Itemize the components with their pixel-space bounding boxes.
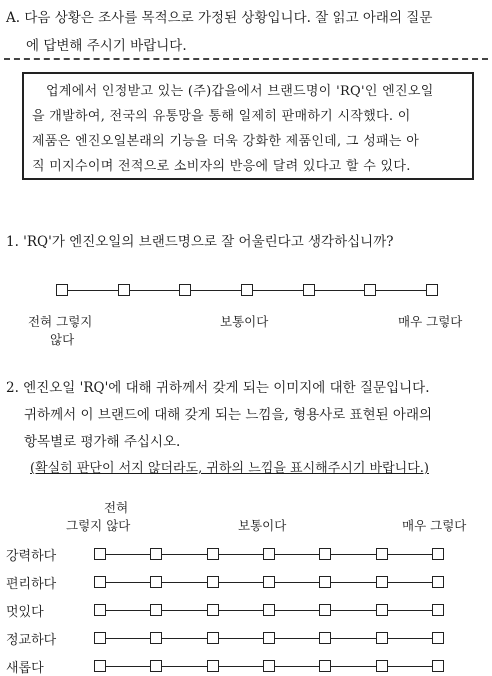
scale-checkbox[interactable] — [150, 576, 162, 588]
scenario-line: 을 개발하여, 전국의 유통망을 통해 일제히 판매하기 시작했다. 이 — [32, 109, 411, 124]
scale-checkbox[interactable] — [118, 284, 130, 296]
q2-label-mid: 보통이다 — [238, 518, 287, 533]
scale-checkbox[interactable] — [94, 576, 106, 588]
q2-item-label: 정교하다 — [6, 633, 57, 648]
scale-checkbox[interactable] — [432, 660, 444, 672]
q2-rating-scale[interactable] — [94, 632, 444, 646]
q2-rating-scale[interactable] — [94, 604, 444, 618]
scale-checkbox[interactable] — [207, 604, 219, 616]
scenario-line: 직 미지수이며 전적으로 소비자의 반응에 달려 있다고 할 수 있다. — [32, 159, 411, 174]
scale-checkbox[interactable] — [263, 632, 275, 644]
scenario-line: 업계에서 인정받고 있는 (주)갑을에서 브랜드명이 'RQ'인 엔진오일 — [46, 84, 434, 99]
section-header-line2: 에 답변해 주시기 바랍니다. — [26, 38, 187, 54]
scale-checkbox[interactable] — [241, 284, 253, 296]
scale-checkbox[interactable] — [319, 576, 331, 588]
q1-rating-scale[interactable] — [56, 284, 438, 298]
scale-checkbox[interactable] — [263, 604, 275, 616]
scale-checkbox[interactable] — [207, 548, 219, 560]
scenario-box — [22, 72, 474, 180]
q1-label-left-cont: 않다 — [50, 332, 75, 347]
scale-checkbox[interactable] — [263, 548, 275, 560]
scenario-line: 제품은 엔진오일본래의 기능을 더욱 강화한 제품인데, 그 성패는 아 — [32, 134, 420, 149]
q2-note: (확실히 판단이 서지 않더라도, 귀하의 느낌을 표시해주시기 바랍니다.) — [30, 461, 429, 476]
section-header-line1: A. 다음 상황은 조사를 목적으로 가정된 상황입니다. 잘 읽고 아래의 질문 — [6, 10, 433, 26]
scale-checkbox[interactable] — [150, 604, 162, 616]
scale-checkbox[interactable] — [376, 632, 388, 644]
scale-checkbox[interactable] — [94, 660, 106, 672]
scale-checkbox[interactable] — [432, 604, 444, 616]
scale-checkbox[interactable] — [94, 632, 106, 644]
scale-checkbox[interactable] — [150, 632, 162, 644]
scale-checkbox[interactable] — [207, 576, 219, 588]
q2-label-left: 전혀 — [104, 500, 129, 515]
q1-label-right: 매우 그렇다 — [398, 314, 463, 329]
scale-checkbox[interactable] — [376, 576, 388, 588]
scale-checkbox[interactable] — [319, 548, 331, 560]
q1-question: 1. 'RQ'가 엔진오일의 브랜드명으로 잘 어울린다고 생각하십니까? — [6, 234, 394, 250]
scale-checkbox[interactable] — [150, 548, 162, 560]
q2-item-label: 편리하다 — [6, 577, 57, 592]
q2-line3: 항목별로 평가해 주십시오. — [24, 434, 181, 450]
q2-item-label: 멋있다 — [6, 605, 44, 620]
q2-rating-scale[interactable] — [94, 548, 444, 562]
scale-checkbox[interactable] — [303, 284, 315, 296]
scale-checkbox[interactable] — [56, 284, 68, 296]
divider — [4, 58, 488, 60]
scale-checkbox[interactable] — [319, 632, 331, 644]
scale-checkbox[interactable] — [94, 604, 106, 616]
q2-label-left-cont: 그렇지 않다 — [66, 518, 131, 533]
scale-checkbox[interactable] — [426, 284, 438, 296]
q2-item-label: 새롭다 — [6, 661, 44, 676]
q2-line1: 2. 엔진오일 'RQ'에 대해 귀하께서 갖게 되는 이미지에 대한 질문입니다. — [6, 380, 430, 396]
q2-item-label: 강력하다 — [6, 549, 57, 564]
scale-checkbox[interactable] — [432, 548, 444, 560]
scale-checkbox[interactable] — [319, 604, 331, 616]
scale-checkbox[interactable] — [432, 576, 444, 588]
q1-label-mid: 보통이다 — [220, 314, 269, 329]
scale-checkbox[interactable] — [263, 660, 275, 672]
scale-checkbox[interactable] — [263, 576, 275, 588]
q2-label-right: 매우 그렇다 — [402, 518, 467, 533]
scale-checkbox[interactable] — [432, 632, 444, 644]
scale-checkbox[interactable] — [207, 632, 219, 644]
q2-line2: 귀하께서 이 브랜드에 대해 갖게 되는 느낌을, 형용사로 표현된 아래의 — [24, 407, 433, 423]
q2-rating-scale[interactable] — [94, 660, 444, 674]
scale-checkbox[interactable] — [364, 284, 376, 296]
scale-checkbox[interactable] — [376, 604, 388, 616]
scale-checkbox[interactable] — [319, 660, 331, 672]
q1-label-left: 전혀 그렇지 — [28, 314, 93, 329]
scale-checkbox[interactable] — [207, 660, 219, 672]
scale-checkbox[interactable] — [376, 660, 388, 672]
scale-checkbox[interactable] — [94, 548, 106, 560]
scale-checkbox[interactable] — [179, 284, 191, 296]
scale-checkbox[interactable] — [150, 660, 162, 672]
scale-checkbox[interactable] — [376, 548, 388, 560]
q2-rating-scale[interactable] — [94, 576, 444, 590]
